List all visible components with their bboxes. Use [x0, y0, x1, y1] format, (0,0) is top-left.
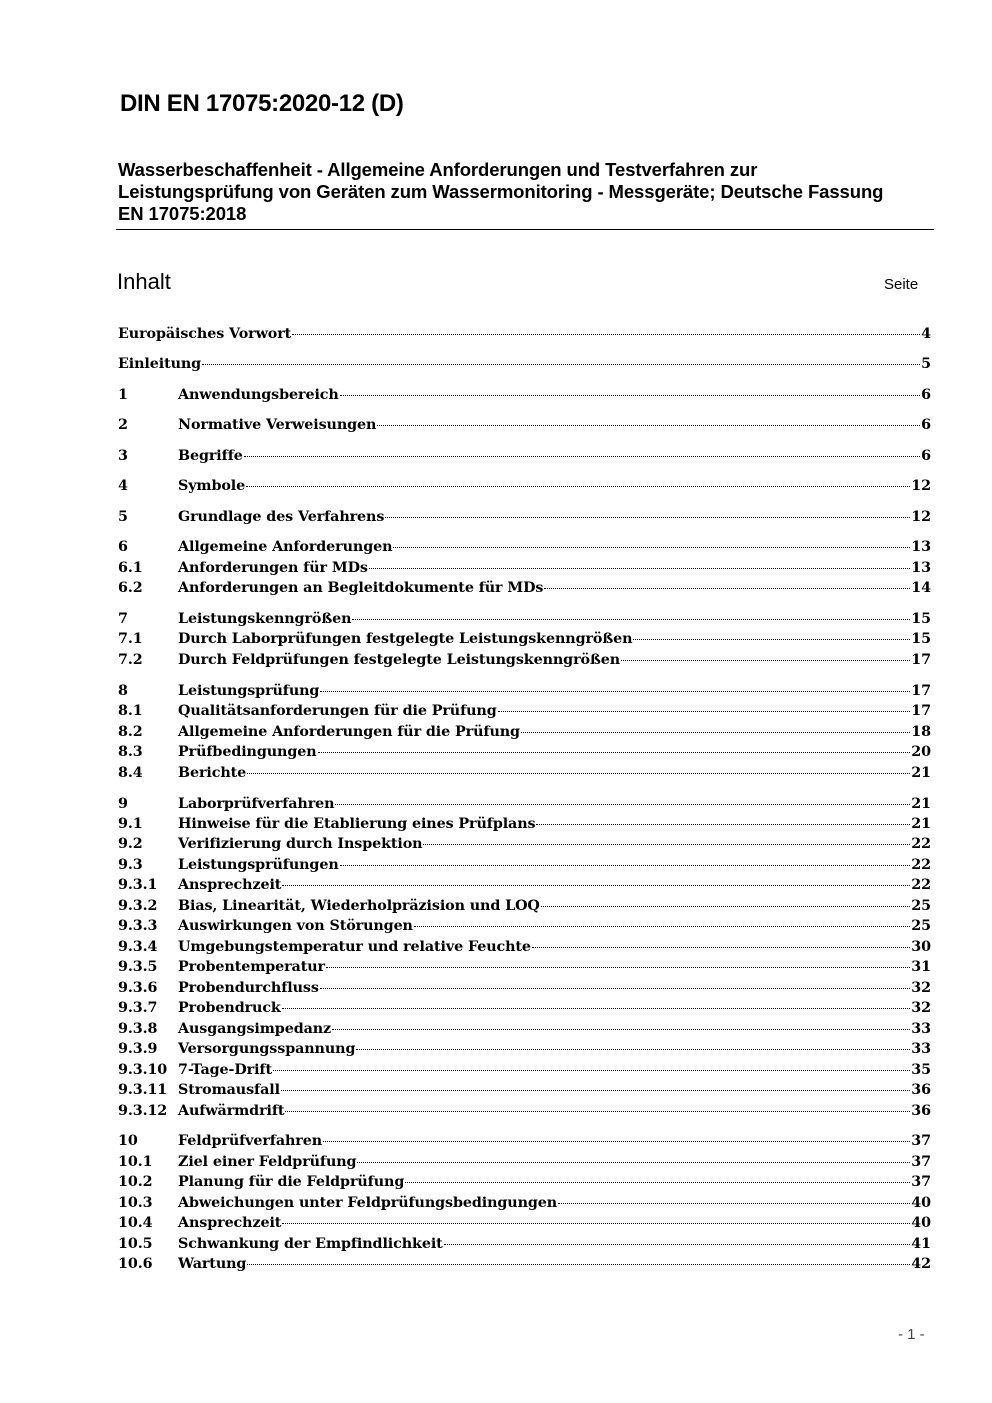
toc-entry-page: 22 [911, 836, 931, 852]
toc-entry-page: 18 [911, 724, 931, 740]
toc-entry[interactable] [118, 560, 931, 580]
toc-entry-number: 9.3.1 [118, 877, 158, 893]
toc-dot-leader [521, 732, 910, 733]
toc-entry-title: Laborprüfverfahren [178, 796, 335, 812]
toc-entry-number: 9.3.7 [118, 1000, 158, 1016]
toc-dot-leader [282, 1008, 911, 1009]
toc-entry-title: Wartung [178, 1256, 247, 1272]
toc-entry-number: 9.3.4 [118, 939, 158, 955]
toc-entry-number: 8.3 [118, 744, 143, 760]
toc-entry-number: 9.3.2 [118, 898, 158, 914]
toc-entry[interactable] [118, 1174, 931, 1194]
toc-entry-page: 21 [911, 816, 931, 832]
toc-entry-page: 17 [911, 652, 931, 668]
toc-entry-page: 21 [911, 796, 931, 812]
toc-entry-number: 10.4 [118, 1215, 153, 1231]
toc-entry[interactable] [118, 703, 931, 723]
toc-entry-page: 17 [911, 683, 931, 699]
toc-dot-leader [335, 804, 910, 805]
toc-entry[interactable] [118, 509, 931, 529]
toc-entry-page: 22 [911, 857, 931, 873]
toc-entry-number: 9.1 [118, 816, 143, 832]
toc-entry-title: Berichte [178, 765, 247, 781]
toc-entry[interactable] [118, 631, 931, 651]
toc-entry-page: 42 [911, 1256, 931, 1272]
toc-dot-leader [320, 691, 910, 692]
toc-entry-number: 9.3.5 [118, 959, 158, 975]
toc-entry-title: Grundlage des Verfahrens [178, 509, 385, 525]
toc-entry-page: 15 [911, 631, 931, 647]
toc-entry-title: Leistungsprüfung [178, 683, 320, 699]
toc-entry-title: Allgemeine Anforderungen für die Prüfung [178, 724, 520, 740]
toc-entry[interactable] [118, 580, 931, 600]
toc-entry-title: Begriffe [178, 448, 243, 464]
toc-entry-title: Leistungskenngrößen [178, 611, 352, 627]
toc-heading: Inhalt [117, 269, 171, 294]
toc-entry[interactable] [118, 816, 931, 836]
toc-dot-leader [536, 824, 910, 825]
toc-entry-title: Normative Verweisungen [178, 417, 377, 433]
toc-dot-leader [405, 1182, 910, 1183]
toc-entry-title: Durch Laborprüfungen festgelegte Leistungskenngrößen [178, 631, 633, 647]
toc-entry-title: 7-Tage-Drift [178, 1062, 272, 1078]
toc-entry[interactable] [118, 1154, 931, 1174]
toc-entry-number: 6.2 [118, 580, 143, 596]
toc-dot-leader [202, 364, 920, 365]
toc-entry-number: 8.4 [118, 765, 143, 781]
toc-entry-title: Auswirkungen von Störungen [178, 918, 413, 934]
toc-entry-title: Umgebungstemperatur und relative Feuchte [178, 939, 531, 955]
toc-entry-page: 12 [911, 478, 931, 494]
toc-entry[interactable] [118, 356, 931, 376]
toc-dot-leader [621, 660, 910, 661]
toc-entry[interactable] [118, 448, 931, 468]
toc-entry-page: 4 [921, 326, 931, 342]
toc-dot-leader [247, 773, 910, 774]
toc-entry-page: 25 [911, 918, 931, 934]
toc-dot-leader [423, 844, 910, 845]
toc-entry-title: Planung für die Feldprüfung [178, 1174, 405, 1190]
toc-entry[interactable] [118, 652, 931, 672]
toc-entry-title: Durch Feldprüfungen festgelegte Leistungskenngrößen [178, 652, 620, 668]
toc-entry-page: 33 [911, 1021, 931, 1037]
toc-entry-number: 8.1 [118, 703, 143, 719]
toc-dot-leader [377, 425, 920, 426]
toc-entry[interactable] [118, 980, 931, 1000]
toc-dot-leader [393, 547, 910, 548]
toc-entry-number: 6 [118, 539, 128, 555]
toc-entry-page: 33 [911, 1041, 931, 1057]
toc-entry-page: 12 [911, 509, 931, 525]
toc-entry-title: Allgemeine Anforderungen [178, 539, 393, 555]
toc-entry-number: 10.1 [118, 1154, 153, 1170]
toc-entry-page: 36 [911, 1103, 931, 1119]
toc-dot-leader [282, 1223, 910, 1224]
toc-dot-leader [498, 711, 911, 712]
toc-entry-number: 9 [118, 796, 128, 812]
toc-entry[interactable] [118, 478, 931, 498]
toc-entry-page: 20 [911, 744, 931, 760]
toc-entry[interactable] [118, 857, 931, 877]
toc-entry-page: 13 [911, 539, 931, 555]
toc-entry-page: 25 [911, 898, 931, 914]
toc-entry[interactable] [118, 898, 931, 918]
toc-entry[interactable] [118, 724, 931, 744]
toc-entry-number: 10.6 [118, 1256, 153, 1272]
toc-dot-leader [532, 947, 910, 948]
toc-entry[interactable] [118, 1062, 931, 1082]
toc-entry-title: Schwankung der Empfindlichkeit [178, 1236, 443, 1252]
toc-dot-leader [558, 1203, 910, 1204]
toc-dot-leader [246, 486, 910, 487]
toc-entry[interactable] [118, 1103, 931, 1123]
toc-entry[interactable] [118, 1133, 931, 1153]
toc-entry-page: 35 [911, 1062, 931, 1078]
toc-dot-leader [282, 885, 910, 886]
toc-entry-page: 15 [911, 611, 931, 627]
toc-entry[interactable] [118, 744, 931, 764]
toc-dot-leader [369, 568, 910, 569]
toc-entry-title: Europäisches Vorwort [118, 326, 292, 342]
toc-entry-number: 5 [118, 509, 128, 525]
toc-dot-leader [340, 865, 911, 866]
toc-entry-page: 6 [921, 417, 931, 433]
toc-entry-page: 13 [911, 560, 931, 576]
toc-dot-leader [323, 1141, 910, 1142]
toc-entry-number: 7.2 [118, 652, 143, 668]
toc-entry[interactable] [118, 877, 931, 897]
toc-dot-leader [357, 1162, 910, 1163]
toc-entry-page: 37 [911, 1154, 931, 1170]
toc-entry-title: Aufwärmdrift [178, 1103, 285, 1119]
toc-entry[interactable] [118, 387, 931, 407]
toc-entry-title: Anwendungsbereich [178, 387, 339, 403]
toc-entry[interactable] [118, 939, 931, 959]
toc-entry[interactable] [118, 836, 931, 856]
toc-entry-number: 8.2 [118, 724, 143, 740]
toc-dot-leader [414, 926, 910, 927]
toc-dot-leader [633, 639, 910, 640]
toc-dot-leader [320, 988, 910, 989]
toc-dot-leader [318, 752, 911, 753]
toc-entry-title: Stromausfall [178, 1082, 280, 1098]
toc-entry-number: 7 [118, 611, 128, 627]
toc-entry-title: Bias, Linearität, Wiederholpräzision und LOQ [178, 898, 540, 914]
toc-dot-leader [444, 1244, 911, 1245]
toc-dot-leader [281, 1090, 910, 1091]
toc-entry[interactable] [118, 683, 931, 703]
toc-entry[interactable] [118, 959, 931, 979]
toc-dot-leader [332, 1029, 910, 1030]
toc-entry-title: Symbole [178, 478, 246, 494]
toc-entry-number: 9.3.3 [118, 918, 158, 934]
toc-entry-number: 10.3 [118, 1195, 153, 1211]
toc-dot-leader [385, 517, 910, 518]
toc-entry[interactable] [118, 1256, 931, 1276]
toc-entry-number: 9.3.9 [118, 1041, 158, 1057]
toc-entry-number: 8 [118, 683, 128, 699]
toc-entry-page: 21 [911, 765, 931, 781]
toc-entry-title: Verifizierung durch Inspektion [178, 836, 423, 852]
toc-entry-title: Probendurchfluss [178, 980, 319, 996]
toc-entry-title: Leistungsprüfungen [178, 857, 339, 873]
toc-entry-title: Ausgangsimpedanz [178, 1021, 332, 1037]
toc-entry[interactable] [118, 1000, 931, 1020]
toc-entry[interactable] [118, 918, 931, 938]
toc-entry-page: 31 [911, 959, 931, 975]
toc-entry-number: 7.1 [118, 631, 143, 647]
document-title: DIN EN 17075:2020-12 (D) [120, 90, 404, 117]
document-subtitle: Wasserbeschaffenheit - Allgemeine Anforderungen und Testverfahren zur Leistungsprüfung von Geräten zum Wassermonitoring - Messgeräte; Deutsche Fassung EN 17075:2018 [118, 159, 884, 224]
toc-entry-number: 6.1 [118, 560, 143, 576]
toc-entry-title: Ansprechzeit [178, 877, 282, 893]
toc-entry-number: 9.2 [118, 836, 143, 852]
toc-entry-page: 30 [911, 939, 931, 955]
toc-entry-page: 36 [911, 1082, 931, 1098]
toc-dot-leader [244, 456, 920, 457]
toc-dot-leader [292, 334, 920, 335]
toc-entry-number: 1 [118, 387, 128, 403]
toc-entry[interactable] [118, 1082, 931, 1102]
toc-dot-leader [541, 906, 911, 907]
toc-entry[interactable] [118, 611, 931, 631]
toc-entry-title: Prüfbedingungen [178, 744, 317, 760]
toc-dot-leader [326, 967, 910, 968]
toc-entry-title: Ziel einer Feldprüfung [178, 1154, 357, 1170]
toc-dot-leader [340, 395, 920, 396]
toc-entry-page: 41 [911, 1236, 931, 1252]
toc-entry[interactable] [118, 1236, 931, 1256]
toc-entry-number: 10 [118, 1133, 138, 1149]
toc-entry-page: 40 [911, 1195, 931, 1211]
toc-entry[interactable] [118, 539, 931, 559]
toc-entry-number: 9.3.8 [118, 1021, 158, 1037]
toc-entry-number: 10.5 [118, 1236, 153, 1252]
toc-entry-page: 6 [921, 387, 931, 403]
toc-entry[interactable] [118, 417, 931, 437]
toc-entry-page: 17 [911, 703, 931, 719]
toc-entry-page: 22 [911, 877, 931, 893]
toc-entry-number: 4 [118, 478, 128, 494]
toc-entry-title: Versorgungsspannung [178, 1041, 356, 1057]
toc-entry-title: Abweichungen unter Feldprüfungsbedingungen [178, 1195, 558, 1211]
toc-dot-leader [273, 1070, 910, 1071]
toc-entry-title: Probendruck [178, 1000, 281, 1016]
toc-entry-title: Einleitung [118, 356, 202, 372]
toc-dot-leader [247, 1264, 910, 1265]
toc-entry-title: Ansprechzeit [178, 1215, 282, 1231]
toc-dot-leader [356, 1049, 910, 1050]
toc-entry-number: 3 [118, 448, 128, 464]
toc-dot-leader [544, 588, 910, 589]
toc-entry-page: 37 [911, 1133, 931, 1149]
toc-entry-title: Anforderungen für MDs [178, 560, 368, 576]
toc-entry-number: 2 [118, 417, 128, 433]
toc-entry-page: 40 [911, 1215, 931, 1231]
toc-entry-page: 14 [911, 580, 931, 596]
toc-entry[interactable] [118, 1021, 931, 1041]
toc-entry-number: 10.2 [118, 1174, 153, 1190]
toc-entry[interactable] [118, 1215, 931, 1235]
toc-entry-number: 9.3.12 [118, 1103, 168, 1119]
toc-entry[interactable] [118, 326, 931, 346]
toc-entry-title: Probentemperatur [178, 959, 325, 975]
toc-dot-leader [352, 619, 910, 620]
toc-entry[interactable] [118, 796, 931, 816]
toc-entry-page: 5 [921, 356, 931, 372]
toc-entry[interactable] [118, 1041, 931, 1061]
toc-entry-page: 32 [911, 1000, 931, 1016]
toc-entry-title: Anforderungen an Begleitdokumente für MDs [178, 580, 544, 596]
toc-entry-number: 9.3 [118, 857, 143, 873]
toc-dot-leader [285, 1111, 910, 1112]
toc-entry-page: 32 [911, 980, 931, 996]
page-number: - 1 - [898, 1326, 925, 1343]
toc-entry-page: 37 [911, 1174, 931, 1190]
toc-entry-number: 9.3.10 [118, 1062, 168, 1078]
toc-entry-number: 9.3.6 [118, 980, 158, 996]
page-column-label: Seite [884, 276, 919, 293]
toc-entry[interactable] [118, 765, 931, 785]
toc-entry-title: Qualitätsanforderungen für die Prüfung [178, 703, 497, 719]
toc-entry-title: Feldprüfverfahren [178, 1133, 323, 1149]
toc-entry-number: 9.3.11 [118, 1082, 168, 1098]
toc-entry-page: 6 [921, 448, 931, 464]
toc-entry[interactable] [118, 1195, 931, 1215]
toc-entry-title: Hinweise für die Etablierung eines Prüfplans [178, 816, 536, 832]
